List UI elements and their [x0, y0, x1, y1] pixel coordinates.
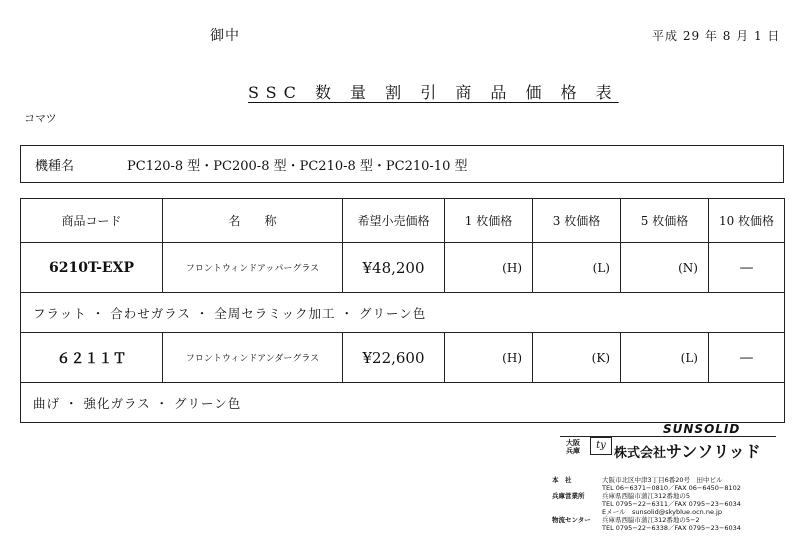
header-code: 商品コード: [21, 199, 163, 243]
item-price-1: (H): [445, 333, 533, 383]
address-line: 物流センター 兵庫県西脇市蒲江312番地の5−2: [552, 516, 700, 524]
item-price-3: (K): [533, 333, 621, 383]
address-line: TEL 0795−22−6311／FAX 0795−23−6034: [602, 500, 741, 508]
item-description-row: [21, 383, 785, 423]
company-prefix-line: 大阪: [566, 439, 580, 447]
document-title: SSC 数 量 割 引 商 品 価 格 表: [248, 83, 619, 102]
maker-name: コマツ: [24, 112, 57, 125]
item-description-row: [21, 293, 785, 333]
item-price-3: (L): [533, 243, 621, 293]
item-price-1: (H): [445, 243, 533, 293]
model-label: 機種名: [35, 158, 75, 174]
company-emblem-icon: ty: [590, 437, 612, 455]
company-prefix-line: 兵庫: [566, 447, 580, 455]
item-code: 6210T-EXP: [21, 243, 163, 293]
table-header-row: [21, 199, 785, 243]
item-name: フロントウィンドアッパーグラス: [163, 243, 343, 293]
header-retail-price: 希望小売価格: [343, 199, 445, 243]
company-name: [614, 439, 761, 462]
address-line: 本 社 大阪市北区中津3丁目6番20号 田中ビル: [552, 476, 723, 484]
brand-logo: SUNSOLID: [663, 422, 741, 436]
address-line: Eメール sunsolid@skyblue.ocn.ne.jp: [602, 508, 722, 516]
item-description: フラット ・ 合わせガラス ・ 全周セラミック加工 ・ グリーン色: [21, 293, 785, 333]
item-price-10: —: [709, 333, 785, 383]
item-price-10: —: [709, 243, 785, 293]
header-price-5: 5 枚価格: [621, 199, 709, 243]
table-row: [21, 243, 785, 293]
header-price-1: 1 枚価格: [445, 199, 533, 243]
address-line: TEL 06−6371−0810／FAX 06−6450−8102: [602, 484, 741, 492]
item-description: 曲げ ・ 強化ガラス ・ グリーン色: [21, 383, 785, 423]
item-price: ¥48,200: [343, 243, 445, 293]
company-name-main: サンソリッド: [666, 442, 761, 461]
document-date: 平成 29 年 8 月 1 日: [652, 29, 781, 43]
addressee: 御中: [210, 28, 240, 44]
price-table: [20, 198, 785, 423]
header-price-3: 3 枚価格: [533, 199, 621, 243]
model-box: [20, 145, 784, 183]
company-name-prefix: 株式会社: [614, 446, 667, 461]
item-price: ¥22,600: [343, 333, 445, 383]
header-price-10: 10 枚価格: [709, 199, 785, 243]
item-price-5: (N): [621, 243, 709, 293]
company-address-block: [552, 476, 741, 532]
item-name: フロントウィンドアンダーグラス: [163, 333, 343, 383]
address-line: 兵庫営業所 兵庫県西脇市蒲江312番地の5: [552, 492, 691, 500]
address-line: TEL 0795−22−6338／FAX 0795−23−6034: [602, 524, 741, 532]
table-row: [21, 333, 785, 383]
item-code: ６２１１Ｔ: [21, 333, 163, 383]
header-name: 名 称: [163, 199, 343, 243]
company-prefix: [566, 439, 580, 455]
model-value: PC120-8 型・PC200-8 型・PC210-8 型・PC210-10 型: [127, 158, 468, 174]
item-price-5: (L): [621, 333, 709, 383]
